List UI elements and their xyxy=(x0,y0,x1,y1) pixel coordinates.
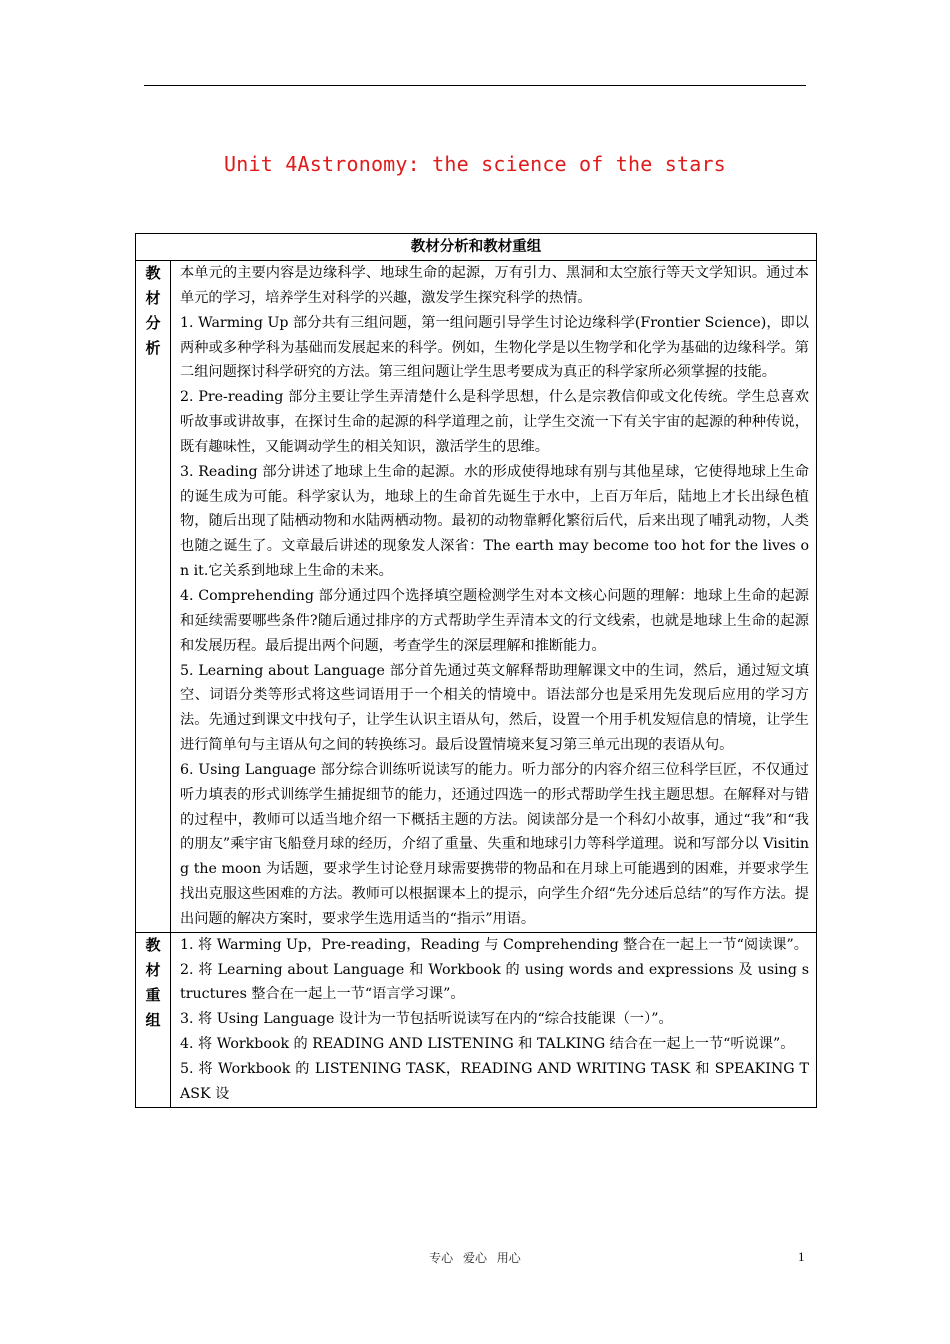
header-rule xyxy=(144,85,806,86)
analysis-item: 1. Warming Up 部分共有三组问题，第一组问题引导学生讨论边缘科学(Frontier Science)，即以两种或多种学科为基础而发展起来的科学。例如，生物化学是以生物学和化学为基础的边缘科学。第二组问题探讨科学研究的方法。第三组问题让学生思考要成为真正的科学家所必须掌握的技能。 xyxy=(180,314,809,381)
label-char: 教 xyxy=(145,935,161,954)
label-char: 重 xyxy=(145,985,161,1004)
page-number: 1 xyxy=(798,1249,805,1264)
reorganization-item: 4. 将 Workbook 的 READING AND LISTENING 和 TALKING 结合在一起上一节“听说课”。 xyxy=(180,1036,795,1053)
footer-motto: 专心 爱心 用心 xyxy=(429,1251,521,1265)
label-char: 组 xyxy=(145,1010,161,1029)
reorganization-item: 3. 将 Using Language 设计为一节包括听说读写在内的“综合技能课（一）”。 xyxy=(180,1011,673,1028)
section-analysis-label xyxy=(136,261,171,933)
reorganization-item: 2. 将 Learning about Language 和 Workbook 的 using words and expressions 及 using structures 整合在一起上一节“语言学习课”。 xyxy=(180,961,809,1003)
analysis-item: 3. Reading 部分讲述了地球上生命的起源。水的形成使得地球有别与其他星球，它使得地球上生命的诞生成为可能。科学家认为，地球上的生命首先诞生于水中，上百万年后，陆地上才长出绿色植物，随后出现了陆栖动物和水陆两栖动物。最初的动物靠孵化繁衍后代，后来出现了哺乳动物，人类也随之诞生了。文章最后讲述的现象发人深省：The earth may become too hot for the lives on it.它关系到地球上生命的未来。 xyxy=(180,463,809,580)
analysis-intro: 本单元的主要内容是边缘科学、地球生命的起源，万有引力、黑洞和太空旅行等天文学知识。通过本单元的学习，培养学生对科学的兴趣，激发学生探究科学的热情。 xyxy=(180,265,809,306)
label-char: 材 xyxy=(145,289,161,307)
section-reorganization-content xyxy=(171,932,817,1107)
label-char: 教 xyxy=(145,264,161,282)
label-char: 材 xyxy=(145,960,161,979)
analysis-item: 6. Using Language 部分综合训练听说读写的能力。听力部分的内容介绍三位科学巨匠，不仅通过听力填表的形式训练学生捕捉细节的能力，还通过四选一的形式帮助学生找主题思想。在解释对与错的过程中，教师可以适当地介绍一下概括主题的方法。阅读部分是一个科幻小故事，通过“我”和“我的朋友”乘宇宙飞船登月球的经历，介绍了重量、失重和地球引力等科学道理。说和写部分以 Visiting the moon 为话题，要求学生讨论登月球需要携带的物品和在月球上可能遇到的困难，并要求学生找出克服这些困难的方法。教师可以根据课本上的提示，向学生介绍“先分述后总结”的写作方法。提出问题的解决方案时，要求学生选用适当的“指示”用语。 xyxy=(180,761,809,927)
reorganization-item: 5. 将 Workbook 的 LISTENING TASK，READING AND WRITING TASK 和 SPEAKING TASK 设 xyxy=(180,1061,809,1102)
section-analysis-row xyxy=(136,261,817,933)
label-char: 析 xyxy=(145,339,161,357)
analysis-item: 5. Learning about Language 部分首先通过英文解释帮助理解课文中的生词，然后，通过短文填空、词语分类等形式将这些词语用于一个相关的情境中。语法部分也是采用先发现后应用的学习方法。先通过到课文中找句子，让学生认识主语从句，然后，设置一个用手机发短信息的情境，让学生进行简单句与主语从句之间的转换练习。最后设置情境来复习第三单元出现的表语从句。 xyxy=(180,662,809,754)
label-char: 分 xyxy=(145,314,161,332)
table-header: 教材分析和教材重组 xyxy=(136,234,817,261)
document-title: Unit 4Astronomy: the science of the stars xyxy=(224,152,726,176)
reorganization-item: 1. 将 Warming Up，Pre-reading，Reading 与 Comprehending 整合在一起上一节“阅读课”。 xyxy=(180,936,808,953)
lesson-analysis-table xyxy=(135,233,817,1108)
analysis-item: 2. Pre-reading 部分主要让学生弄清楚什么是科学思想，什么是宗教信仰或文化传统。学生总喜欢听故事或讲故事，在探讨生命的起源的科学道理之前，让学生交流一下有关宇宙的起源的种种传说，既有趣味性，又能调动学生的相关知识，激活学生的思维。 xyxy=(180,389,809,455)
section-reorganization-label xyxy=(136,932,171,1107)
table-header-row xyxy=(136,234,817,261)
analysis-item: 4. Comprehending 部分通过四个选择填空题检测学生对本文核心问题的理解：地球上生命的起源和延续需要哪些条件?随后通过排序的方式帮助学生弄清本文的行文线索，也就是地球上生命的起源和发展历程。最后提出两个问题，考查学生的深层理解和推断能力。 xyxy=(180,587,809,654)
section-analysis-content xyxy=(171,261,817,933)
section-reorganization-row xyxy=(136,932,817,1107)
